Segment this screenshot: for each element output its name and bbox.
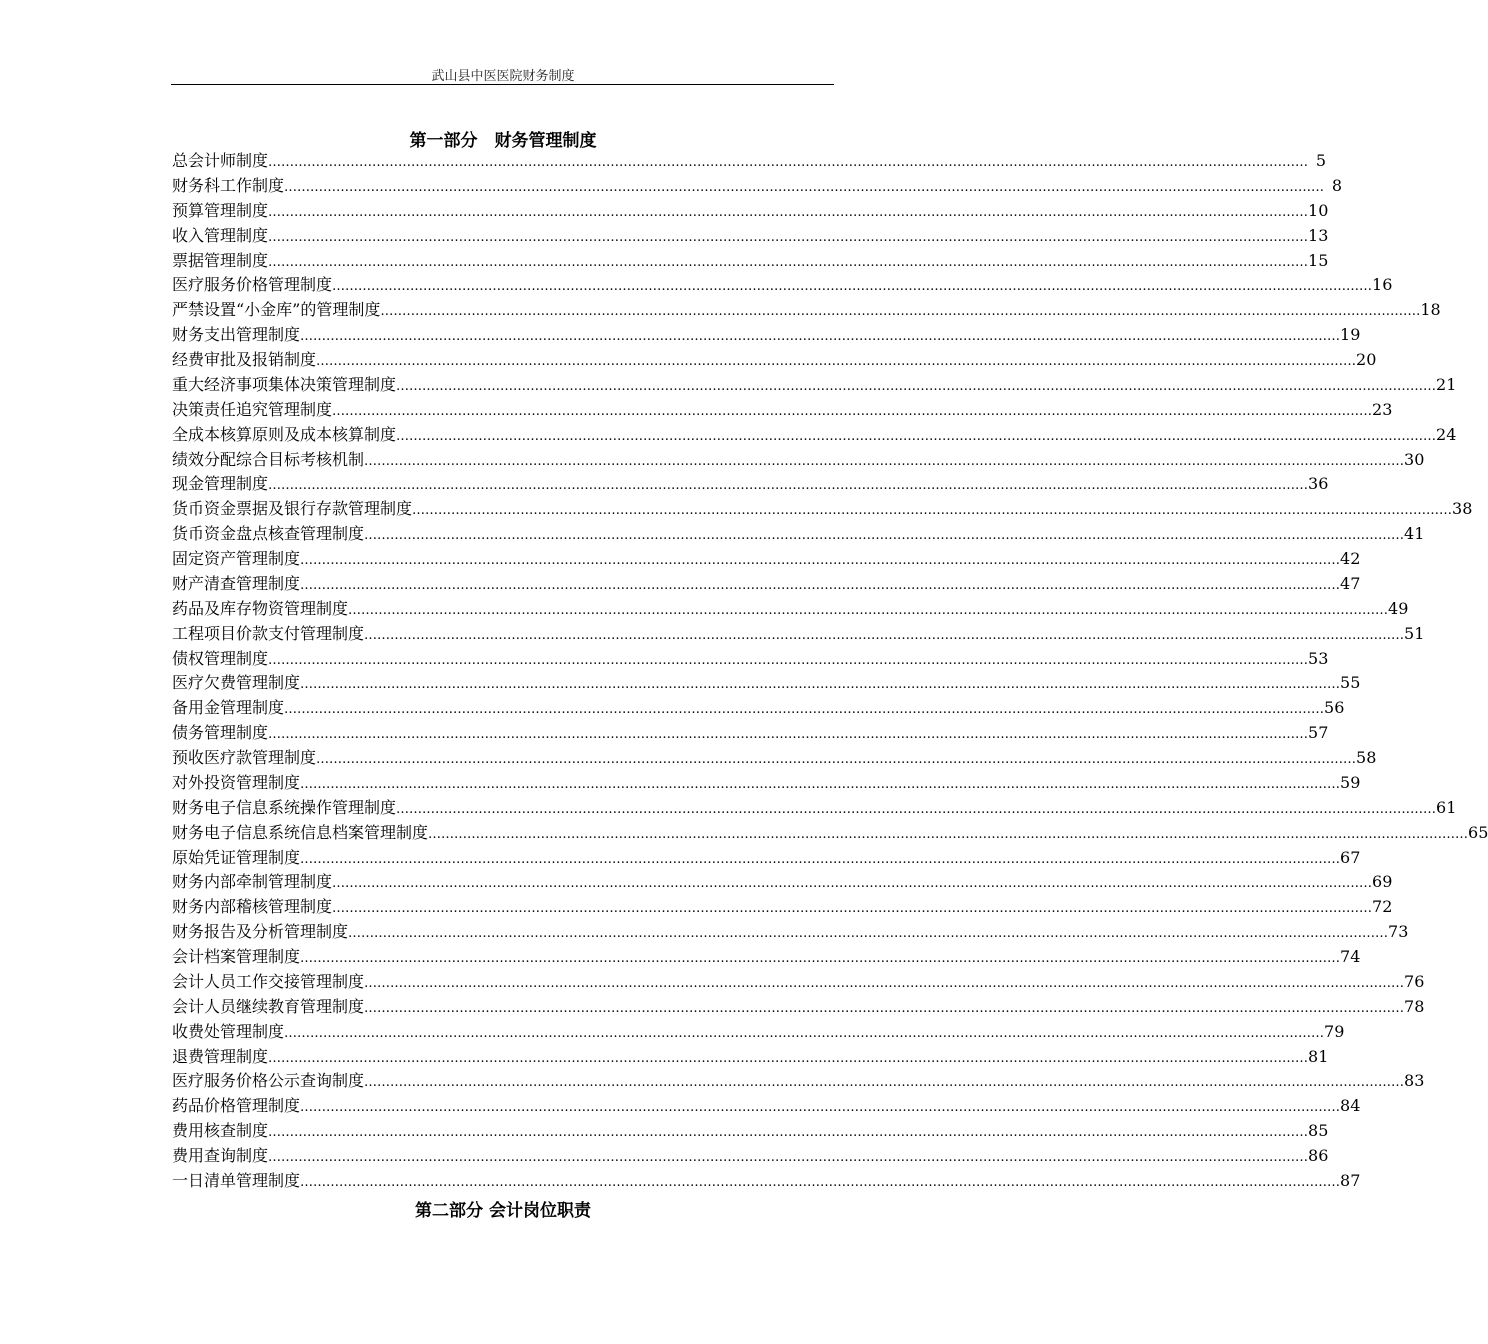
toc-entry-title: 总会计师制度 [172, 151, 269, 170]
toc-entry-page: 5 [1315, 151, 1327, 170]
toc-entry-title: 财务电子信息系统操作管理制度 [172, 797, 397, 817]
toc-entry[interactable] [172, 622, 1425, 647]
toc-entry[interactable] [172, 895, 1393, 920]
toc-entry[interactable] [172, 348, 1377, 373]
page-header-title: 武山县中医医院财务制度 [431, 69, 575, 84]
toc-entry-page: 47 [1340, 573, 1361, 593]
toc-leader-dots: …………………………………………………………………………………………………………………………………………………………………………………………………………………… [284, 1025, 1325, 1041]
toc-entry-title: 货币资金盘点核查管理制度 [172, 524, 365, 544]
toc-entry[interactable] [172, 1144, 1329, 1169]
toc-leader-dots: …………………………………………………………………………………………………………………………………………………………………………………………………………………… [396, 378, 1437, 394]
toc-entry-page: 67 [1340, 847, 1361, 867]
toc-leader-dots: …………………………………………………………………………………………………………………………………………………………………………………………………………………… [300, 1100, 1341, 1116]
table-of-contents [172, 149, 1488, 1194]
toc-entry-page: 21 [1436, 374, 1457, 394]
toc-entry-title: 经费审批及报销制度 [172, 350, 317, 369]
toc-entry-title: 现金管理制度 [172, 474, 269, 494]
toc-leader-dots: …………………………………………………………………………………………………………………………………………………………………………………………………………………… [380, 304, 1421, 320]
toc-leader-dots: …………………………………………………………………………………………………………………………………………………………………………………………………………………… [332, 901, 1373, 917]
toc-entry-title: 决策责任追究管理制度 [172, 399, 333, 419]
toc-entry-title: 预算管理制度 [172, 200, 269, 220]
toc-entry-page: 41 [1404, 524, 1425, 544]
toc-leader-dots: …………………………………………………………………………………………………………………………………………………………………………………………………………………… [364, 975, 1405, 991]
toc-entry-title: 债务管理制度 [172, 723, 269, 743]
toc-entry-page: 72 [1372, 897, 1393, 917]
toc-entry-title: 收入管理制度 [172, 225, 269, 245]
toc-entry[interactable] [172, 1094, 1361, 1119]
toc-leader-dots: …………………………………………………………………………………………………………………………………………………………………………………………………………………… [348, 926, 1389, 942]
toc-leader-dots: …………………………………………………………………………………………………………………………………………………………………………………………………………………… [268, 155, 1309, 170]
toc-entry-title: 医疗服务价格公示查询制度 [172, 1071, 365, 1091]
toc-leader-dots: …………………………………………………………………………………………………………………………………………………………………………………………………………………… [300, 577, 1341, 593]
toc-leader-dots: …………………………………………………………………………………………………………………………………………………………………………………………………………………… [300, 1174, 1341, 1190]
toc-entry[interactable] [172, 224, 1329, 249]
toc-leader-dots: …………………………………………………………………………………………………………………………………………………………………………………………………………………… [316, 354, 1357, 369]
toc-entry-page: 49 [1388, 598, 1409, 618]
toc-entry[interactable] [172, 448, 1425, 473]
toc-entry[interactable] [172, 746, 1377, 771]
toc-entry-title: 预收医疗款管理制度 [172, 748, 317, 767]
toc-entry-title: 固定资产管理制度 [172, 549, 301, 568]
toc-entry-title: 对外投资管理制度 [172, 772, 301, 792]
toc-entry[interactable] [172, 1169, 1361, 1194]
toc-entry-page: 87 [1340, 1170, 1361, 1190]
toc-entry-title: 费用核查制度 [172, 1121, 269, 1141]
toc-entry[interactable] [172, 721, 1329, 746]
toc-entry-page: 36 [1308, 474, 1329, 494]
toc-entry[interactable] [172, 671, 1361, 696]
toc-entry-page: 53 [1308, 648, 1329, 668]
toc-entry-title: 全成本核算原则及成本核算制度 [172, 424, 397, 444]
toc-leader-dots: …………………………………………………………………………………………………………………………………………………………………………………………………………………… [268, 204, 1309, 220]
toc-entry[interactable] [172, 149, 1327, 174]
toc-leader-dots: …………………………………………………………………………………………………………………………………………………………………………………………………………………… [300, 951, 1341, 966]
toc-entry-title: 财产清查管理制度 [172, 573, 301, 593]
toc-entry[interactable] [172, 647, 1329, 672]
toc-entry-title: 会计人员工作交接管理制度 [172, 971, 365, 991]
toc-entry-page: 56 [1324, 698, 1345, 718]
toc-entry-page: 30 [1404, 449, 1425, 469]
toc-entry[interactable] [172, 547, 1361, 572]
toc-entry-page: 38 [1452, 499, 1473, 519]
toc-entry-title: 财务内部稽核管理制度 [172, 897, 333, 917]
toc-entry[interactable] [172, 970, 1425, 995]
toc-entry-title: 财务支出管理制度 [172, 325, 301, 345]
toc-entry-title: 会计人员继续教育管理制度 [172, 996, 365, 1016]
toc-entry-page: 23 [1372, 399, 1393, 419]
toc-leader-dots: …………………………………………………………………………………………………………………………………………………………………………………………………………………… [364, 453, 1405, 469]
toc-leader-dots: …………………………………………………………………………………………………………………………………………………………………………………………………………………… [332, 876, 1373, 892]
toc-entry-page: 65 [1468, 822, 1488, 842]
toc-leader-dots: …………………………………………………………………………………………………………………………………………………………………………………………………………………… [300, 851, 1341, 867]
toc-entry-page: 84 [1340, 1096, 1361, 1116]
toc-entry-title: 财务科工作制度 [172, 175, 285, 195]
toc-leader-dots: …………………………………………………………………………………………………………………………………………………………………………………………………………………… [300, 329, 1341, 345]
toc-entry[interactable] [172, 771, 1361, 796]
toc-leader-dots: …………………………………………………………………………………………………………………………………………………………………………………………………………………… [332, 403, 1373, 419]
toc-entry[interactable] [172, 796, 1457, 821]
toc-entry-page: 85 [1308, 1121, 1329, 1141]
toc-entry[interactable] [172, 472, 1329, 497]
toc-entry-title: 会计档案管理制度 [172, 947, 301, 966]
toc-entry-page: 83 [1404, 1071, 1425, 1091]
toc-entry-page: 59 [1340, 772, 1361, 792]
toc-leader-dots: …………………………………………………………………………………………………………………………………………………………………………………………………………………… [284, 702, 1325, 718]
toc-leader-dots: …………………………………………………………………………………………………………………………………………………………………………………………………………………… [268, 229, 1309, 245]
toc-entry[interactable] [172, 821, 1488, 846]
toc-leader-dots: …………………………………………………………………………………………………………………………………………………………………………………………………………………… [268, 1050, 1309, 1066]
header-divider [171, 84, 834, 85]
toc-entry-title: 票据管理制度 [172, 250, 269, 270]
toc-entry[interactable] [172, 199, 1329, 224]
toc-leader-dots: …………………………………………………………………………………………………………………………………………………………………………………………………………………… [300, 553, 1341, 568]
toc-entry[interactable] [172, 373, 1457, 398]
part-two-heading: 第二部分 会计岗位职责 [415, 1201, 591, 1221]
toc-leader-dots: …………………………………………………………………………………………………………………………………………………………………………………………………………………… [284, 179, 1325, 195]
toc-leader-dots: …………………………………………………………………………………………………………………………………………………………………………………………………………………… [268, 254, 1309, 270]
toc-entry[interactable] [172, 1045, 1329, 1070]
toc-entry-title: 备用金管理制度 [172, 698, 285, 718]
toc-entry[interactable] [172, 522, 1425, 547]
toc-leader-dots: …………………………………………………………………………………………………………………………………………………………………………………………………………………… [428, 826, 1469, 842]
toc-entry-page: 61 [1436, 797, 1457, 817]
toc-entry[interactable] [172, 572, 1361, 597]
toc-entry[interactable] [172, 597, 1409, 622]
toc-entry[interactable] [172, 423, 1457, 448]
toc-leader-dots: …………………………………………………………………………………………………………………………………………………………………………………………………………………… [364, 1075, 1405, 1091]
toc-entry-page: 78 [1404, 996, 1425, 1016]
toc-leader-dots: …………………………………………………………………………………………………………………………………………………………………………………………………………………… [316, 752, 1357, 767]
toc-leader-dots: …………………………………………………………………………………………………………………………………………………………………………………………………………………… [268, 1150, 1309, 1165]
toc-entry-page: 81 [1308, 1046, 1329, 1066]
toc-leader-dots: …………………………………………………………………………………………………………………………………………………………………………………………………………………… [364, 528, 1405, 544]
toc-entry-title: 药品价格管理制度 [172, 1096, 301, 1116]
toc-leader-dots: …………………………………………………………………………………………………………………………………………………………………………………………………………………… [268, 478, 1309, 494]
toc-entry-title: 财务内部牵制管理制度 [172, 872, 333, 892]
toc-entry-page: 57 [1308, 723, 1329, 743]
toc-entry-title: 财务电子信息系统信息档案管理制度 [172, 822, 429, 842]
toc-entry[interactable] [172, 945, 1361, 970]
toc-entry[interactable] [172, 398, 1393, 423]
toc-entry[interactable] [172, 273, 1393, 298]
part-one-heading: 第一部分 财务管理制度 [409, 131, 597, 151]
toc-entry[interactable] [172, 298, 1441, 323]
toc-entry-title: 原始凭证管理制度 [172, 847, 301, 867]
toc-leader-dots: …………………………………………………………………………………………………………………………………………………………………………………………………………………… [300, 677, 1341, 693]
toc-entry[interactable] [172, 323, 1361, 348]
toc-leader-dots: …………………………………………………………………………………………………………………………………………………………………………………………………………………… [396, 428, 1437, 444]
toc-entry-page: 19 [1340, 325, 1361, 345]
toc-leader-dots: …………………………………………………………………………………………………………………………………………………………………………………………………………………… [300, 776, 1341, 792]
toc-entry-page: 24 [1436, 424, 1457, 444]
toc-leader-dots: …………………………………………………………………………………………………………………………………………………………………………………………………………………… [332, 279, 1373, 295]
toc-entry-page: 73 [1388, 922, 1409, 942]
toc-entry-title: 医疗欠费管理制度 [172, 673, 301, 693]
toc-entry-title: 一日清单管理制度 [172, 1170, 301, 1190]
toc-entry-title: 退费管理制度 [172, 1046, 269, 1066]
toc-leader-dots: …………………………………………………………………………………………………………………………………………………………………………………………………………………… [364, 1000, 1405, 1016]
toc-entry-page: 20 [1356, 350, 1377, 369]
toc-entry-title: 工程项目价款支付管理制度 [172, 623, 365, 643]
toc-entry[interactable] [172, 497, 1473, 522]
toc-leader-dots: …………………………………………………………………………………………………………………………………………………………………………………………………………………… [396, 801, 1437, 817]
toc-entry-page: 79 [1324, 1021, 1345, 1041]
toc-entry-page: 42 [1340, 549, 1361, 568]
toc-entry[interactable] [172, 870, 1393, 895]
toc-entry-page: 74 [1340, 947, 1361, 966]
toc-entry-page: 13 [1308, 225, 1329, 245]
toc-entry-title: 重大经济事项集体决策管理制度 [172, 374, 397, 394]
toc-entry[interactable] [172, 696, 1345, 721]
toc-entry[interactable] [172, 920, 1409, 945]
toc-entry-page: 55 [1340, 673, 1361, 693]
toc-entry-title: 货币资金票据及银行存款管理制度 [172, 499, 413, 519]
toc-entry[interactable] [172, 174, 1343, 199]
toc-entry-title: 收费处管理制度 [172, 1021, 285, 1041]
toc-entry-title: 药品及库存物资管理制度 [172, 598, 349, 618]
toc-entry-title: 绩效分配综合目标考核机制 [172, 449, 365, 469]
toc-entry[interactable] [172, 1119, 1329, 1144]
toc-leader-dots: …………………………………………………………………………………………………………………………………………………………………………………………………………………… [268, 652, 1309, 668]
toc-entry-title: 费用查询制度 [172, 1146, 269, 1165]
toc-entry-page: 58 [1356, 748, 1377, 767]
toc-entry-page: 76 [1404, 971, 1425, 991]
toc-entry[interactable] [172, 846, 1361, 871]
toc-entry[interactable] [172, 1020, 1345, 1045]
toc-entry[interactable] [172, 249, 1329, 274]
toc-entry-page: 18 [1420, 300, 1441, 320]
toc-entry-page: 51 [1404, 623, 1425, 643]
toc-leader-dots: …………………………………………………………………………………………………………………………………………………………………………………………………………………… [268, 727, 1309, 743]
toc-entry-title: 严禁设置“小金库”的管理制度 [172, 300, 381, 320]
toc-entry-title: 医疗服务价格管理制度 [172, 275, 333, 295]
toc-entry-page: 10 [1308, 200, 1329, 220]
toc-leader-dots: …………………………………………………………………………………………………………………………………………………………………………………………………………………… [348, 602, 1389, 618]
toc-leader-dots: …………………………………………………………………………………………………………………………………………………………………………………………………………………… [364, 627, 1405, 643]
toc-entry[interactable] [172, 995, 1425, 1020]
toc-entry-page: 15 [1308, 250, 1329, 270]
toc-leader-dots: …………………………………………………………………………………………………………………………………………………………………………………………………………………… [412, 503, 1453, 519]
toc-entry-page: 16 [1372, 275, 1393, 295]
toc-entry-page: 8 [1331, 175, 1343, 195]
toc-entry-page: 69 [1372, 872, 1393, 892]
toc-entry-page: 86 [1308, 1146, 1329, 1165]
toc-leader-dots: …………………………………………………………………………………………………………………………………………………………………………………………………………………… [268, 1125, 1309, 1141]
toc-entry-title: 债权管理制度 [172, 648, 269, 668]
toc-entry-title: 财务报告及分析管理制度 [172, 922, 349, 942]
toc-entry[interactable] [172, 1069, 1425, 1094]
